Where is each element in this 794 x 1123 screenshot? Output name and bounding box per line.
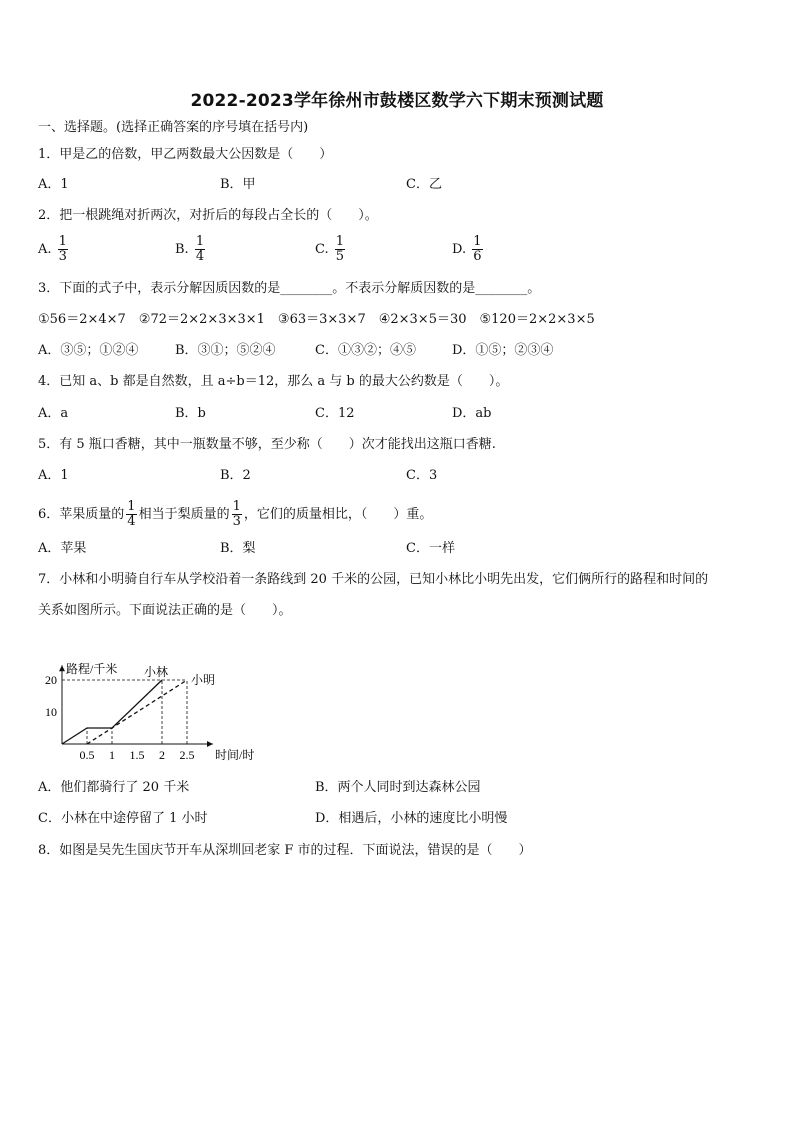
q6-stem-text: 相当于梨质量的 xyxy=(138,507,230,522)
q1-option-b[interactable]: B．甲 xyxy=(220,177,256,192)
y-tick-label: 20 xyxy=(45,673,57,687)
question-5-stem: 5．有 5 瓶口香糖，其中一瓶数量不够，至少称（ ）次才能找出这瓶口香糖. xyxy=(38,437,496,452)
fraction: $\frac{1}{3}$ xyxy=(232,499,241,529)
series-label: 小林 xyxy=(144,665,169,679)
series-label: 小明 xyxy=(191,673,216,687)
q7-option-c[interactable]: C．小林在中途停留了 1 小时 xyxy=(38,811,208,826)
question-2-stem: 2．把一根跳绳对折两次，对折后的每段占全长的（ ）。 xyxy=(38,208,378,223)
page-title: 2022-2023学年徐州市鼓楼区数学六下期末预测试题 xyxy=(190,91,604,111)
question-6-stem xyxy=(38,500,432,529)
question-4-stem: 4．已知 a、b 都是自然数，且 a÷b＝12，那么 a 与 b 的最大公约数是（ ）。 xyxy=(38,374,509,389)
q3-option-a[interactable]: A．③⑤；①②④ xyxy=(38,343,139,358)
q3-option-c[interactable]: C．①③②；④⑤ xyxy=(315,343,416,358)
q1-option-c[interactable]: C．乙 xyxy=(406,177,442,192)
q2-option-c[interactable] xyxy=(315,235,347,264)
q6-stem-text: 6．苹果质量的 xyxy=(38,507,125,522)
x-axis-label: 时间/时 xyxy=(215,748,255,762)
x-tick-label: 1 xyxy=(109,748,115,762)
q6-option-c[interactable]: C．一样 xyxy=(406,541,455,556)
fraction: $\frac{1}{3}$ xyxy=(58,234,67,264)
fraction: $\frac{1}{4}$ xyxy=(195,234,205,264)
q4-option-c[interactable]: C．12 xyxy=(315,406,355,421)
q7-option-b[interactable]: B．两个人同时到达森林公园 xyxy=(315,780,481,795)
y-tick-label: 10 xyxy=(45,705,57,719)
q2-option-b[interactable] xyxy=(175,235,207,264)
fraction: $\frac{1}{4}$ xyxy=(127,499,136,529)
x-tick-label: 1.5 xyxy=(129,748,145,762)
x-tick-label: 2 xyxy=(159,748,165,762)
q2-option-a[interactable] xyxy=(38,235,70,264)
q2-option-d[interactable] xyxy=(452,235,485,264)
q1-option-a[interactable]: A．1 xyxy=(38,177,69,192)
x-tick-label: 2.5 xyxy=(179,748,195,762)
q7-option-a[interactable]: A．他们都骑行了 20 千米 xyxy=(38,780,190,795)
q4-option-d[interactable]: D．ab xyxy=(452,406,492,421)
q7-option-d[interactable]: D．相遇后，小林的速度比小明慢 xyxy=(315,811,508,826)
x-axis-arrow xyxy=(207,741,213,747)
question-3-stem: 3．下面的式子中，表示分解因质因数的是________。不表示分解质因数的是________。 xyxy=(38,281,541,296)
x-tick-label: 0.5 xyxy=(79,748,95,762)
y-axis-arrow xyxy=(59,665,65,671)
fraction: $\frac{1}{5}$ xyxy=(335,234,345,264)
q5-option-b[interactable]: B．2 xyxy=(220,468,251,483)
q6-option-b[interactable]: B．梨 xyxy=(220,541,256,556)
question-1-stem: 1．甲是乙的倍数，甲乙两数最大公因数是（ ） xyxy=(38,147,333,162)
q2-option-a-label: A. xyxy=(38,242,52,257)
q2-option-b-label: B. xyxy=(175,242,189,257)
series-line-2 xyxy=(87,680,187,744)
q3-option-d[interactable]: D．①⑤；②③④ xyxy=(452,343,554,358)
question-7-stem-line2: 关系如图所示。下面说法正确的是（ ）。 xyxy=(38,603,292,618)
section-heading: 一、选择题。(选择正确答案的序号填在括号内) xyxy=(38,120,309,135)
q2-option-d-label: D. xyxy=(452,242,467,257)
q5-option-a[interactable]: A．1 xyxy=(38,468,69,483)
y-axis-label: 路程/千米 xyxy=(66,662,118,677)
q5-option-c[interactable]: C．3 xyxy=(406,468,438,483)
question-7-stem-line1: 7．小林和小明骑自行车从学校沿着一条路线到 20 千米的公园，已知小林比小明先出发，它们俩所行的路程和时间的 xyxy=(38,572,709,587)
distance-time-chart xyxy=(38,640,278,770)
fraction: $\frac{1}{6}$ xyxy=(473,234,482,264)
question-3-items: ①56＝2×4×7 ②72＝2×2×3×3×1 ③63＝3×3×7 ④2×3×5＝30 ⑤120＝2×2×3×5 xyxy=(38,312,595,327)
q3-option-b[interactable]: B．③①；⑤②④ xyxy=(175,343,276,358)
q2-option-c-label: C. xyxy=(315,242,329,257)
q4-option-a[interactable]: A．a xyxy=(38,406,69,421)
q4-option-b[interactable]: B．b xyxy=(175,406,206,421)
q6-option-a[interactable]: A．苹果 xyxy=(38,541,87,556)
question-8-stem: 8．如图是吴先生国庆节开车从深圳回老家 F 市的过程．下面说法，错误的是（ ） xyxy=(38,843,532,858)
q6-stem-text: ，它们的质量相比，（ ）重。 xyxy=(243,507,433,522)
series-line-1 xyxy=(62,680,162,744)
